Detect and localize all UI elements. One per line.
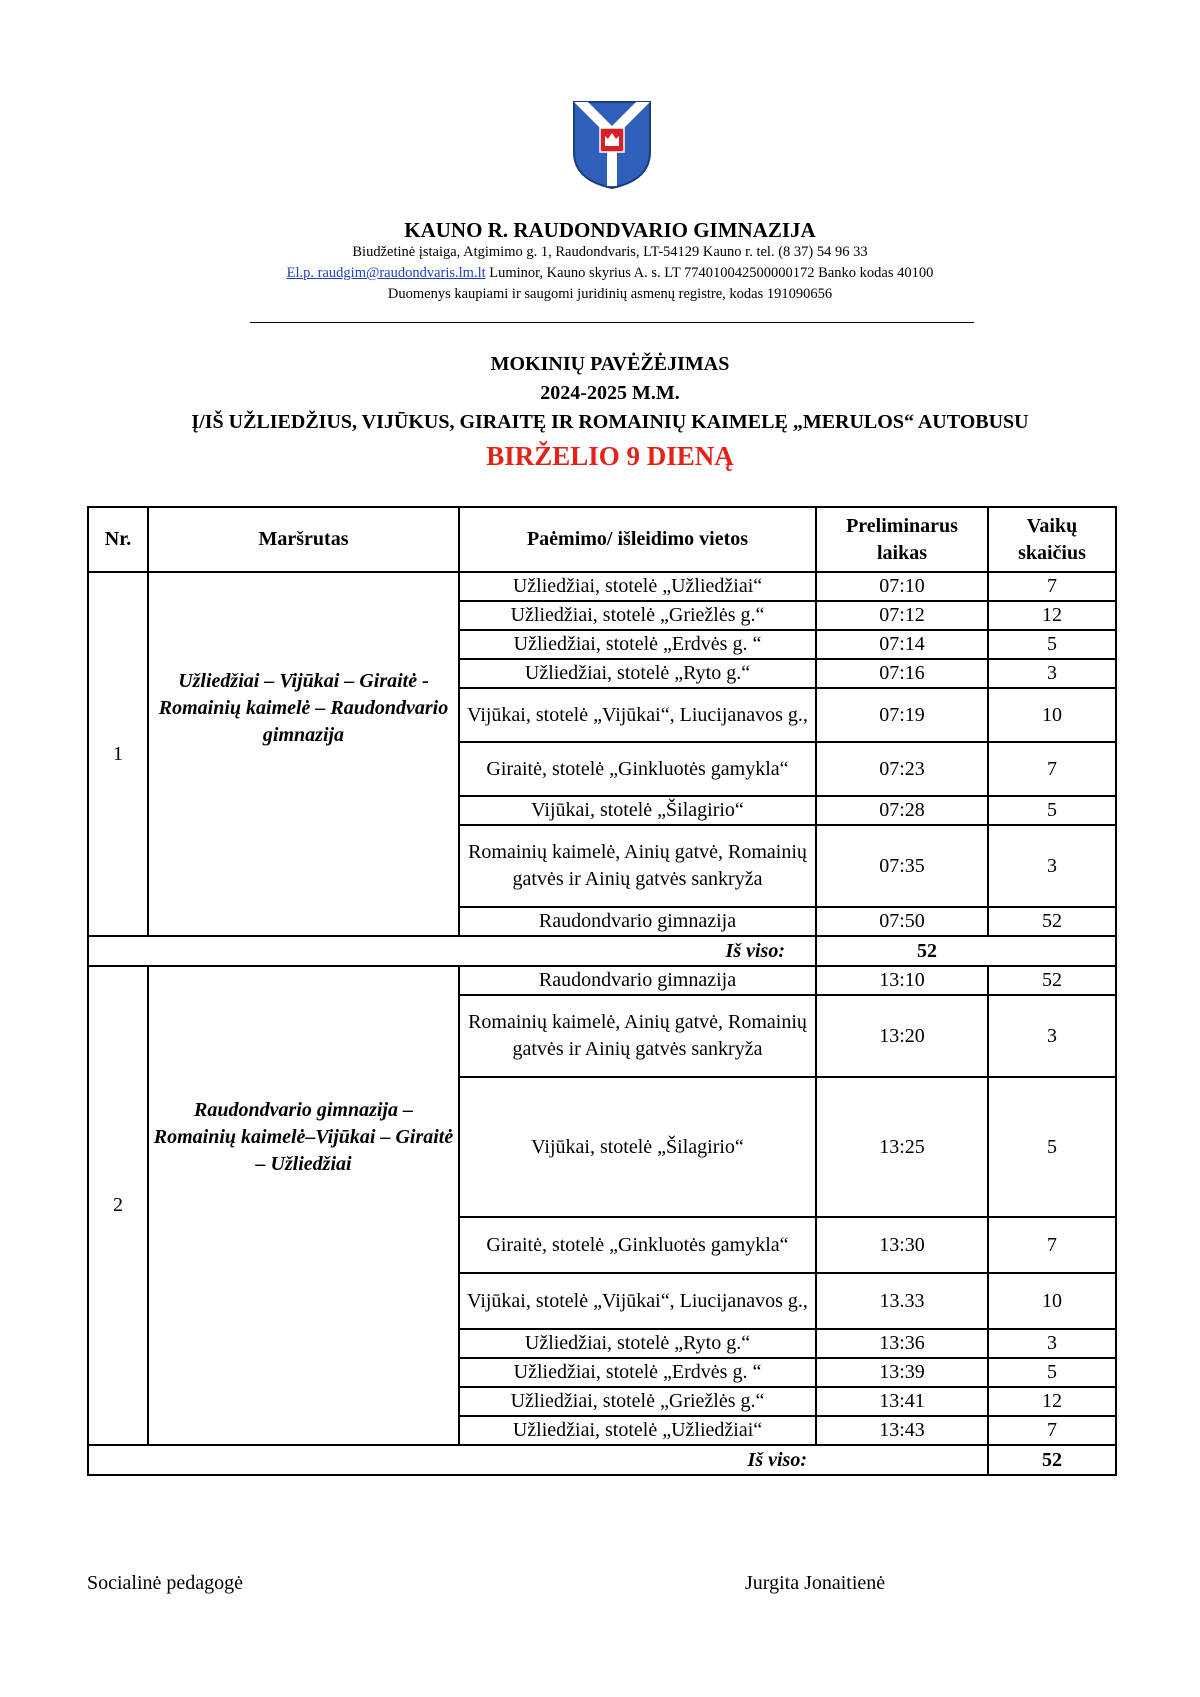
stop-time: 07:35 <box>816 825 988 907</box>
stop-children-count: 5 <box>988 796 1116 825</box>
stop-place: Giraitė, stotelė „Ginkluotės gamykla“ <box>459 1217 816 1273</box>
bank-info: Luminor, Kauno skyrius A. s. LT 774010042500000172 Banko kodas 40100 <box>485 265 934 281</box>
header-route: Maršrutas <box>148 507 459 572</box>
stop-place: Užliedžiai, stotelė „Užliedžiai“ <box>459 572 816 601</box>
total-value: 52 <box>988 1445 1116 1475</box>
stop-children-count: 10 <box>988 1273 1116 1329</box>
stop-time: 13:41 <box>816 1387 988 1416</box>
total-label: Iš viso: <box>88 1445 988 1475</box>
stop-children-count: 7 <box>988 742 1116 796</box>
stop-time: 13.33 <box>816 1273 988 1329</box>
route-name: Raudondvario gimnazija – Romainių kaimelė–Vijūkai – Giraitė – Užliedžiai <box>148 966 459 1445</box>
stop-time: 13:10 <box>816 966 988 995</box>
table-body <box>88 572 1116 1475</box>
stop-place: Romainių kaimelė, Ainių gatvė, Romainių gatvės ir Ainių gatvės sankryža <box>459 825 816 907</box>
stop-place: Užliedžiai, stotelė „Griežlės g.“ <box>459 601 816 630</box>
stop-children-count: 5 <box>988 1077 1116 1217</box>
stop-time: 07:14 <box>816 630 988 659</box>
total-value: 52 <box>816 936 1116 966</box>
header-children: Vaikų skaičius <box>988 507 1116 572</box>
stop-children-count: 52 <box>988 966 1116 995</box>
stop-place: Vijūkai, stotelė „Šilagirio“ <box>459 1077 816 1217</box>
stop-children-count: 3 <box>988 1329 1116 1358</box>
stop-time: 07:12 <box>816 601 988 630</box>
stop-children-count: 7 <box>988 572 1116 601</box>
address-line: Biudžetinė įstaiga, Atgimimo g. 1, Raudondvaris, LT-54129 Kauno r. tel. (8 37) 54 96 33 <box>352 244 868 260</box>
date-title: BIRŽELIO 9 DIENĄ <box>486 441 734 471</box>
stop-place: Užliedžiai, stotelė „Erdvės g. “ <box>459 1358 816 1387</box>
letterhead <box>0 218 1200 305</box>
stop-time: 13:30 <box>816 1217 988 1273</box>
stop-place: Užliedžiai, stotelė „Užliedžiai“ <box>459 1416 816 1445</box>
coat-of-arms-logo <box>572 100 652 190</box>
stop-place: Užliedžiai, stotelė „Griežlės g.“ <box>459 1387 816 1416</box>
stop-place: Vijūkai, stotelė „Vijūkai“, Liucijanavos g., <box>459 688 816 742</box>
stop-children-count: 5 <box>988 1358 1116 1387</box>
stop-place: Vijūkai, stotelė „Šilagirio“ <box>459 796 816 825</box>
table-row <box>88 966 1116 995</box>
route-number: 2 <box>88 966 148 1445</box>
stop-time: 07:19 <box>816 688 988 742</box>
stop-time: 07:10 <box>816 572 988 601</box>
header-time: Preliminarus laikas <box>816 507 988 572</box>
stop-place: Giraitė, stotelė „Ginkluotės gamykla“ <box>459 742 816 796</box>
stop-children-count: 12 <box>988 601 1116 630</box>
total-label: Iš viso: <box>88 936 816 966</box>
stop-time: 13:43 <box>816 1416 988 1445</box>
title-line-1: MOKINIŲ PAVĖŽĖJIMAS <box>490 353 730 375</box>
header-nr: Nr. <box>88 507 148 572</box>
title-line-3: Į/IŠ UŽLIEDŽIUS, VIJŪKUS, GIRAITĘ IR ROMAINIŲ KAIMELĘ „MERULOS“ AUTOBUSU <box>191 411 1029 433</box>
stop-place: Romainių kaimelė, Ainių gatvė, Romainių gatvės ir Ainių gatvės sankryža <box>459 995 816 1077</box>
header-divider <box>250 322 974 323</box>
stop-place: Raudondvario gimnazija <box>459 966 816 995</box>
stop-place: Užliedžiai, stotelė „Erdvės g. “ <box>459 630 816 659</box>
stop-children-count: 3 <box>988 659 1116 688</box>
stop-place: Užliedžiai, stotelė „Ryto g.“ <box>459 659 816 688</box>
stop-place: Raudondvario gimnazija <box>459 907 816 936</box>
stop-children-count: 3 <box>988 825 1116 907</box>
table-header-row <box>88 507 1116 572</box>
route-name: Užliedžiai – Vijūkai – Giraitė - Romainių kaimelė – Raudondvario gimnazija <box>148 572 459 936</box>
stop-time: 13:25 <box>816 1077 988 1217</box>
header-stops: Paėmimo/ išleidimo vietos <box>459 507 816 572</box>
stop-time: 13:20 <box>816 995 988 1077</box>
stop-children-count: 10 <box>988 688 1116 742</box>
stop-children-count: 52 <box>988 907 1116 936</box>
stop-place: Vijūkai, stotelė „Vijūkai“, Liucijanavos g., <box>459 1273 816 1329</box>
signature-role: Socialinė pedagogė <box>87 1572 244 1594</box>
document-titles <box>0 350 1200 473</box>
total-row <box>88 1445 1116 1475</box>
schedule-table <box>87 506 1117 1476</box>
stop-children-count: 3 <box>988 995 1116 1077</box>
stop-place: Užliedžiai, stotelė „Ryto g.“ <box>459 1329 816 1358</box>
email-link[interactable]: El.p. raudgim@raudondvaris.lm.lt <box>286 265 486 281</box>
table-row <box>88 572 1116 601</box>
route-number: 1 <box>88 572 148 936</box>
stop-time: 13:36 <box>816 1329 988 1358</box>
registry-line: Duomenys kaupiami ir saugomi juridinių asmenų registre, kodas 191090656 <box>387 286 833 302</box>
stop-children-count: 12 <box>988 1387 1116 1416</box>
contact-line <box>0 263 1200 284</box>
stop-children-count: 7 <box>988 1416 1116 1445</box>
stop-children-count: 7 <box>988 1217 1116 1273</box>
stop-time: 07:50 <box>816 907 988 936</box>
stop-time: 13:39 <box>816 1358 988 1387</box>
total-row <box>88 936 1116 966</box>
title-line-2: 2024-2025 M.M. <box>540 382 680 404</box>
school-name: KAUNO R. RAUDONDVARIO GIMNAZIJA <box>404 218 816 242</box>
stop-children-count: 5 <box>988 630 1116 659</box>
signature-name: Jurgita Jonaitienė <box>745 1572 886 1594</box>
stop-time: 07:28 <box>816 796 988 825</box>
stop-time: 07:23 <box>816 742 988 796</box>
stop-time: 07:16 <box>816 659 988 688</box>
